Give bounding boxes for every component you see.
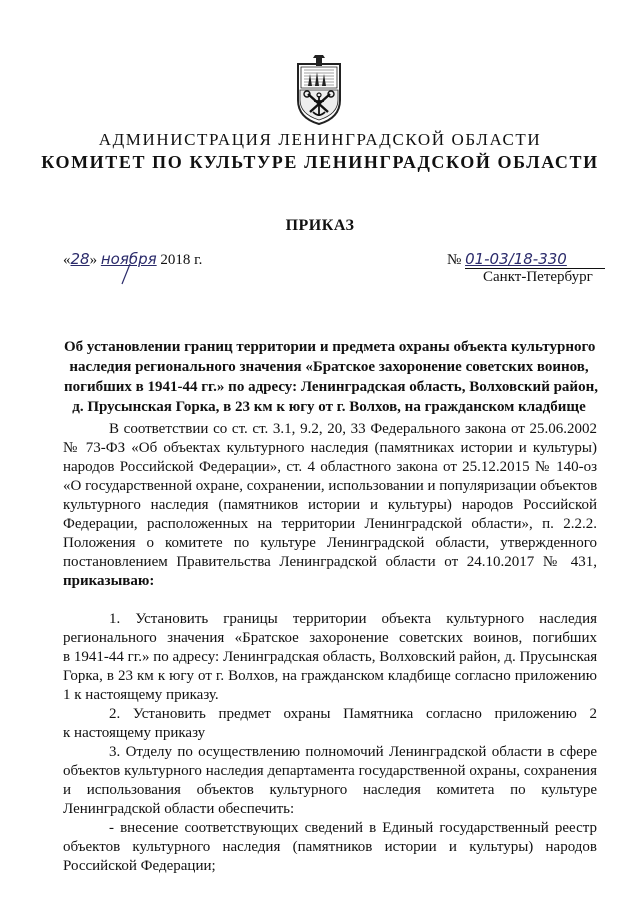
order-word: приказываю: [63,573,155,589]
number-line [447,250,605,269]
item-3-paragraph [63,743,597,819]
text-line: 1 к настоящему приказу. [63,687,219,703]
text-line: Российской Федерации; [63,858,216,874]
text-line: 3. Отделу по осуществлению полномочий Ленинградской области в сфере [109,744,597,760]
text-line: объектов культурного наследия департамента государственной охраны, сохранения [63,763,597,779]
item-1-paragraph [63,610,597,705]
text-line: культурного наследия (памятников истории и культуры) народов Российской [63,497,597,513]
preamble-paragraph [63,420,597,591]
text-line: Горка, в 23 км к югу от г. Волхов, на гражданском кладбище согласно приложению [63,668,597,684]
text-line: народов Российской Федерации», ст. 4 областного закона от 25.12.2015 № 140-оз [63,459,597,475]
date-month: ноября [100,250,157,268]
doc-type-title: ПРИКАЗ [285,217,355,234]
leningrad-oblast-emblem-icon [294,54,344,126]
text-line: к настоящему приказу [63,725,206,741]
subject-line: Об установлении границ территории и предмета охраны объекта культурного [64,339,596,355]
text-line: Ленинградской области обеспечить: [63,801,295,817]
org-line-2: КОМИТЕТ ПО КУЛЬТУРЕ ЛЕНИНГРАДСКОЙ ОБЛАСТИ [41,152,599,172]
text-line: в 1941-44 гг.» по адресу: Ленинградская область, Волховский район, д. Прусынская [63,649,598,665]
text-line: и использования объектов культурного наследия комитета по культуре [63,782,597,798]
subject-line: д. Прусынская Горка, в 23 км к югу от г. Волхов, на гражданском кладбище [72,399,586,415]
number-label: № [447,252,462,268]
text-line: В соответствии со ст. ст. 3.1, 9.2, 20, 33 Федерального закона от 25.06.2002 [109,421,597,437]
city: Санкт-Петербург [483,269,593,285]
item-3a-paragraph [63,819,597,876]
org-line-1: АДМИНИСТРАЦИЯ ЛЕНИНГРАДСКОЙ ОБЛАСТИ [98,130,542,149]
subject-line: погибших в 1941-44 гг.» по адресу: Ленинградская область, Волховский район, [64,379,598,395]
text-line: постановлением Правительства Ленинградской области от 24.10.2017 № 431, [63,554,597,570]
date-day: 28 [70,250,90,268]
date-open-quote: « [63,252,71,268]
text-line: № 73-ФЗ «Об объектах культурного наследия (памятниках истории и культуры) [63,440,597,456]
document-body [63,420,597,876]
text-line: 2. Установить предмет охраны Памятника согласно приложению 2 [109,706,597,722]
subject-line: наследия регионального значения «Братское захоронение советских воинов, [69,359,589,375]
text-line: объектов культурного наследия (памятников истории и культуры) народов [63,839,597,855]
text-line: Положения о комитете по культуре Ленинградской области, утвержденного [63,535,597,551]
number-value: 01-03/18-330 [465,250,605,269]
date-year: 2018 г. [156,252,203,268]
text-line: - внесение соответствующих сведений в Единый государственный реестр [109,820,597,836]
text-line: Федерации, расположенных на территории Ленинградской области», п. 2.2.2. [63,516,597,532]
date-close-quote: » [89,252,98,268]
text-line: 1. Установить границы территории объекта культурного наследия [109,611,597,627]
text-line: регионального значения «Братское захоронение советских воинов, погибших [63,630,597,646]
handwritten-slash-icon [118,262,134,286]
text-line: «О государственной охране, сохранении, использовании и популяризации объектов [63,478,598,494]
item-2-paragraph [63,705,597,743]
subject-heading [64,337,598,417]
